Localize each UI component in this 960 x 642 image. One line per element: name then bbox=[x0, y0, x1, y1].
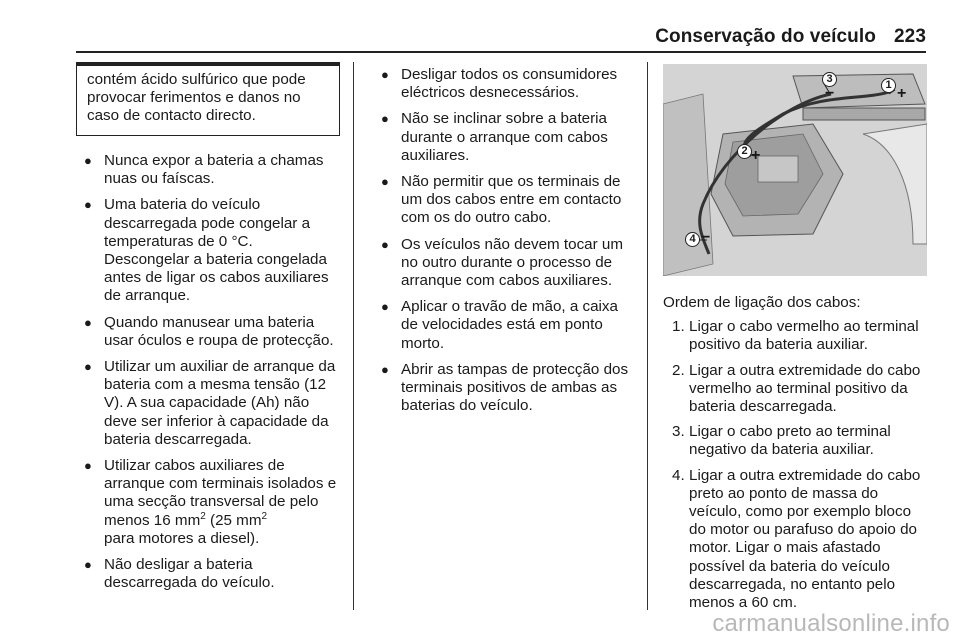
callout-2: 2 bbox=[737, 144, 752, 159]
callout-1: 1 bbox=[881, 78, 896, 93]
list-item bbox=[663, 318, 927, 354]
list-item bbox=[373, 361, 635, 416]
bullet-icon: ● bbox=[84, 359, 92, 375]
list-item bbox=[76, 196, 340, 305]
bullet-icon: ● bbox=[84, 458, 92, 474]
bullet-icon: ● bbox=[84, 153, 92, 168]
bullet-icon: ● bbox=[84, 197, 92, 213]
list-item bbox=[76, 556, 340, 592]
bullet-icon: ● bbox=[381, 299, 389, 315]
bullet-icon: ● bbox=[381, 174, 389, 190]
list-item bbox=[76, 457, 340, 548]
list-item-text: para motores a diesel). bbox=[104, 529, 260, 547]
warning-box-top-bar bbox=[76, 62, 340, 66]
procedure-bullet-list bbox=[373, 66, 635, 415]
bullet-icon: ● bbox=[381, 361, 389, 377]
list-item-text: Nunca expor a bateria a chamas nuas ou faíscas. bbox=[104, 152, 324, 188]
safety-bullet-list bbox=[76, 152, 340, 592]
list-item-text: (25 mm bbox=[205, 511, 262, 529]
watermark: carmanualsonline.info bbox=[712, 610, 950, 637]
column-divider-1 bbox=[353, 62, 354, 610]
minus-sign-4: − bbox=[701, 229, 711, 246]
list-item bbox=[76, 152, 340, 188]
superscript: 2 bbox=[200, 510, 206, 522]
warning-box bbox=[76, 62, 340, 136]
list-item bbox=[373, 236, 635, 291]
list-item bbox=[663, 362, 927, 417]
list-item-text: Não se inclinar sobre a bateria durante o arranque com cabos auxiliares. bbox=[401, 110, 608, 164]
header-title bbox=[655, 26, 926, 48]
minus-sign-3: − bbox=[825, 85, 835, 102]
caption: Ordem de ligação dos cabos: bbox=[663, 294, 861, 311]
superscript: 2 bbox=[261, 510, 268, 522]
list-item-text: Abrir as tampas de protecção dos terminais positivos de ambas as baterias do veículo. bbox=[401, 360, 629, 415]
list-item-text: Desligar todos os consumidores eléctricos desnecessários. bbox=[401, 66, 618, 102]
list-item bbox=[663, 423, 927, 459]
callout-4: 4 bbox=[685, 232, 700, 247]
list-item-text: Não desligar a bateria descarregada do veículo. bbox=[104, 556, 275, 592]
bullet-icon: ● bbox=[381, 236, 389, 252]
list-item bbox=[373, 66, 635, 102]
list-item-text: Utilizar cabos auxiliares de arranque com terminais isolados e uma secção transversal de pelo menos 16 mm bbox=[104, 457, 337, 529]
list-item-text: Aplicar o travão de mão, a caixa de velocidades está em ponto morto. bbox=[401, 298, 618, 352]
section-title: Conservação do veículo bbox=[655, 26, 876, 47]
warning-text: contém ácido sulfúrico que pode provocar ferimentos e danos no caso de contacto directo. bbox=[87, 71, 306, 125]
jump-start-illustration bbox=[663, 64, 927, 276]
header-rule bbox=[76, 51, 926, 53]
step-number: 3. bbox=[672, 423, 685, 441]
plus-sign-2: + bbox=[751, 147, 761, 164]
step-text: Ligar o cabo vermelho ao terminal positivo da bateria auxiliar. bbox=[689, 318, 919, 354]
list-item bbox=[373, 298, 635, 353]
step-number: 1. bbox=[672, 318, 685, 336]
list-item-text: Não permitir que os terminais de um dos cabos entre em contacto com os do outro cabo. bbox=[401, 173, 622, 227]
connection-steps-list bbox=[663, 318, 927, 612]
list-item-text: Os veículos não devem tocar um no outro durante o processo de arranque com cabos auxiliares. bbox=[401, 235, 624, 290]
bullet-icon: ● bbox=[84, 557, 92, 573]
bullet-icon: ● bbox=[84, 314, 92, 330]
callout-3: 3 bbox=[822, 72, 837, 87]
step-text: Ligar o cabo preto ao terminal negativo da bateria auxiliar. bbox=[689, 423, 891, 459]
plus-sign-1: + bbox=[897, 85, 907, 102]
column-3 bbox=[663, 62, 927, 619]
step-number: 4. bbox=[672, 466, 685, 484]
step-text: Ligar a outra extremidade do cabo vermelho ao terminal positivo da bateria descarregada. bbox=[689, 361, 921, 416]
step-number: 2. bbox=[672, 361, 685, 379]
bullet-icon: ● bbox=[381, 111, 389, 127]
column-2 bbox=[373, 62, 635, 423]
list-item-text: Utilizar um auxiliar de arranque da bateria com a mesma tensão (12 V). A sua capacidade (Ah) não deve ser inferior à capacidade da bateria descarregada. bbox=[104, 358, 336, 448]
step-text: Ligar a outra extremidade do cabo preto ao ponto de massa do veículo, como por exemplo bloco do motor ou parafuso do apoio do motor. Ligar o mais afastado possível da bateria do veículo descarregada, no entanto pelo menos a 60 cm. bbox=[689, 466, 921, 612]
bullet-icon: ● bbox=[381, 67, 389, 82]
list-item-text: Quando manusear uma bateria usar óculos e roupa de protecção. bbox=[104, 313, 334, 349]
page-number: 223 bbox=[893, 26, 926, 47]
list-item bbox=[373, 173, 635, 228]
list-item bbox=[76, 314, 340, 350]
column-divider-2 bbox=[647, 62, 648, 610]
list-item bbox=[76, 358, 340, 449]
list-item bbox=[663, 467, 927, 613]
column-1 bbox=[76, 62, 340, 600]
list-item bbox=[373, 110, 635, 165]
list-item-text: Uma bateria do veículo descarregada pode congelar a temperaturas de 0 °C. Descongelar a bateria congelada antes de ligar os cabos auxiliares de arranque. bbox=[104, 196, 329, 305]
